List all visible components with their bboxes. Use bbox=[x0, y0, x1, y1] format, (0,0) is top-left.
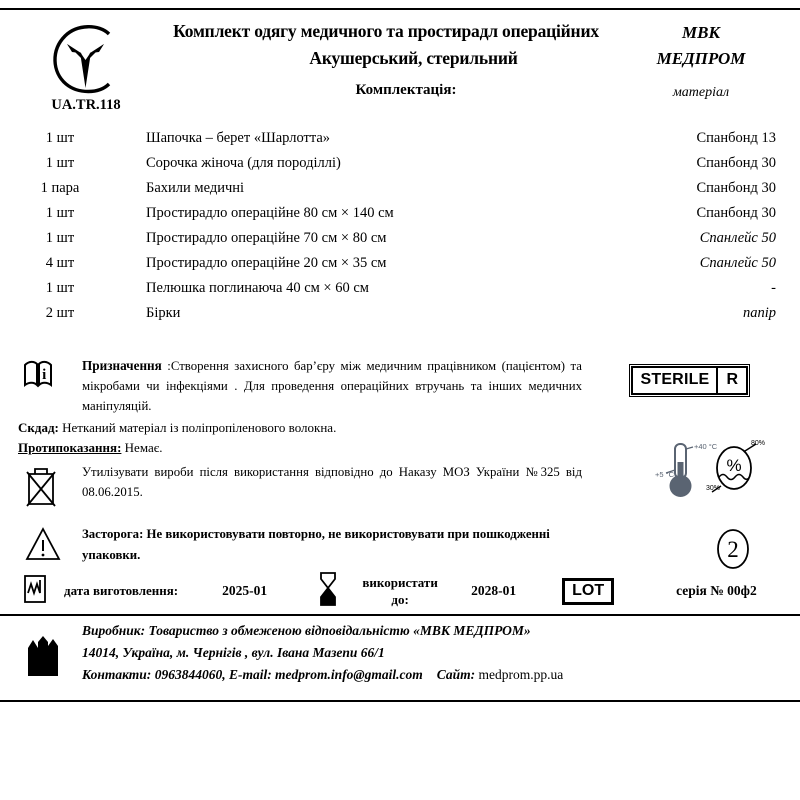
row-material: папір bbox=[742, 305, 776, 321]
manufacturer-name: Товариство з обмеженою відповідальністю «МВК МЕДПРОМ» bbox=[145, 623, 531, 638]
sterilization-method-label: R bbox=[716, 368, 746, 393]
contraindications-label: Протипоказання: bbox=[18, 440, 122, 455]
do-not-dispose-household-waste-icon bbox=[24, 466, 58, 513]
temp-min-label: +5 °C bbox=[655, 470, 675, 479]
row-quantity: 2 шт bbox=[45, 305, 75, 321]
certification-code: UA.TR.118 bbox=[51, 97, 121, 113]
purpose-label: Призначення bbox=[82, 358, 162, 373]
table-row bbox=[0, 230, 800, 255]
ukraine-conformity-mark-icon bbox=[40, 22, 132, 96]
product-title-line-2: Акушерський, стерильний bbox=[309, 48, 518, 68]
svg-text:2: 2 bbox=[727, 537, 739, 562]
disposal-text: Утилізувати вироби після використання відповідно до Наказу МОЗ України №325 від 08.06.2015. bbox=[82, 465, 582, 499]
manufacturer-text bbox=[82, 620, 742, 686]
use-by-label: використати до: bbox=[362, 575, 438, 607]
humidity-max-label: 80% bbox=[751, 440, 766, 447]
brand-block bbox=[626, 20, 776, 101]
contacts-value: 0963844060, E-mail: medprom.info@gmail.com bbox=[151, 667, 423, 682]
manufacture-date-value: 2025-01 bbox=[222, 583, 268, 598]
use-by-date-value: 2028-01 bbox=[471, 583, 517, 598]
product-title-line-1: Комплект одягу медичного та простирадл операційних bbox=[173, 21, 599, 41]
bottom-divider bbox=[0, 700, 800, 702]
row-quantity: 1 шт bbox=[45, 280, 75, 296]
manufacturer-name-line bbox=[82, 620, 742, 642]
purpose-text bbox=[82, 356, 582, 416]
factory-icon bbox=[24, 632, 68, 683]
table-row bbox=[0, 255, 800, 280]
table-row bbox=[0, 205, 800, 230]
manufacturer-contacts-line bbox=[82, 664, 742, 686]
row-item-name: Шапочка – берет «Шарлотта» bbox=[146, 130, 331, 146]
composition-line bbox=[18, 418, 800, 437]
top-divider bbox=[0, 8, 800, 10]
lot-number-value: серія № 00ф2 bbox=[676, 583, 757, 598]
consult-instructions-icon bbox=[22, 358, 54, 393]
dates-row bbox=[0, 570, 800, 612]
row-material: Спанбонд 13 bbox=[696, 130, 776, 146]
row-item-name: Бахили медичні bbox=[146, 180, 245, 196]
humidity-icon bbox=[706, 440, 772, 507]
brand-line-2: МЕДПРОМ bbox=[656, 49, 746, 68]
row-quantity: 4 шт bbox=[45, 255, 75, 271]
purpose-body: :Створення захисного бар’єру між медичним працівником (пацієнтом) та мікробами чи інфекціями . Для проведення операційних втручань та інших медичних маніпуляцій. bbox=[82, 359, 582, 413]
contraindications-text: Немає. bbox=[121, 440, 163, 455]
contents-table bbox=[0, 130, 800, 330]
table-row bbox=[0, 305, 800, 330]
row-material: Спанлейс 50 bbox=[699, 255, 776, 271]
row-quantity: 1 шт bbox=[45, 155, 75, 171]
caution-body: Не використовувати повторно, не використовувати при пошкодженні упаковки. bbox=[82, 527, 550, 562]
sterile-label: STERILE bbox=[640, 371, 710, 388]
row-item-name: Простирадло операційне 80 см × 140 см bbox=[146, 205, 394, 221]
manufacturer-address-line: 14014, Україна, м. Чернігів , вул. Івана Мазепи 66/1 bbox=[82, 645, 385, 660]
row-item-name: Пелюшка поглинаюча 40 см × 60 см bbox=[146, 280, 369, 296]
row-material: Спанлейс 50 bbox=[699, 230, 776, 246]
caution-text bbox=[82, 524, 587, 566]
material-column-heading: матеріал bbox=[672, 85, 730, 100]
composition-label: Скдад: bbox=[18, 420, 59, 435]
site-url[interactable]: medprom.pp.ua bbox=[478, 667, 564, 682]
hourglass-use-by-icon bbox=[317, 570, 339, 613]
caution-label: Засторога: bbox=[82, 527, 144, 541]
row-quantity: 1 шт bbox=[45, 130, 75, 146]
warning-triangle-icon bbox=[24, 526, 62, 567]
row-quantity: 1 пара bbox=[40, 180, 80, 196]
table-row bbox=[0, 280, 800, 305]
certification-mark bbox=[40, 22, 132, 114]
label-header bbox=[0, 18, 800, 118]
row-item-name: Бірки bbox=[146, 305, 181, 321]
composition-text: Нетканий матеріал із поліпропіленового волокна. bbox=[58, 420, 337, 435]
manufacturer-section bbox=[0, 620, 800, 686]
row-item-name: Сорочка жіноча (для породіллі) bbox=[146, 155, 341, 171]
row-quantity: 1 шт bbox=[45, 230, 75, 246]
svg-text:%: % bbox=[726, 456, 742, 475]
row-item-name: Простирадло операційне 70 см × 80 см bbox=[146, 230, 387, 246]
row-material: Спанбонд 30 bbox=[696, 155, 776, 171]
row-material: Спанбонд 30 bbox=[696, 205, 776, 221]
footer-top-divider bbox=[0, 614, 800, 616]
temp-max-label: +40 °C bbox=[694, 442, 717, 451]
row-quantity: 1 шт bbox=[45, 205, 75, 221]
row-item-name: Простирадло операційне 20 см × 35 см bbox=[146, 255, 387, 271]
row-material: - bbox=[771, 280, 776, 296]
lot-icon: LOT bbox=[562, 578, 614, 605]
table-row bbox=[0, 180, 800, 205]
manufacturer-label: Виробник: bbox=[82, 623, 146, 638]
humidity-min-label: 30% bbox=[706, 485, 721, 492]
site-label: Сайт: bbox=[436, 667, 476, 682]
contents-heading: Комплектація: bbox=[355, 82, 457, 98]
brand-line-1: МВК bbox=[682, 23, 720, 42]
product-title-block bbox=[132, 18, 640, 99]
table-row bbox=[0, 130, 800, 155]
caution-section bbox=[0, 524, 800, 566]
sterile-badge bbox=[631, 366, 748, 395]
row-material: Спанбонд 30 bbox=[696, 180, 776, 196]
table-row bbox=[0, 155, 800, 180]
contacts-label: Контакти: bbox=[82, 667, 152, 682]
manufacture-date-icon bbox=[22, 573, 48, 610]
manufacture-date-label: дата виготовлення: bbox=[64, 583, 179, 598]
svg-text:i: i bbox=[42, 367, 47, 383]
